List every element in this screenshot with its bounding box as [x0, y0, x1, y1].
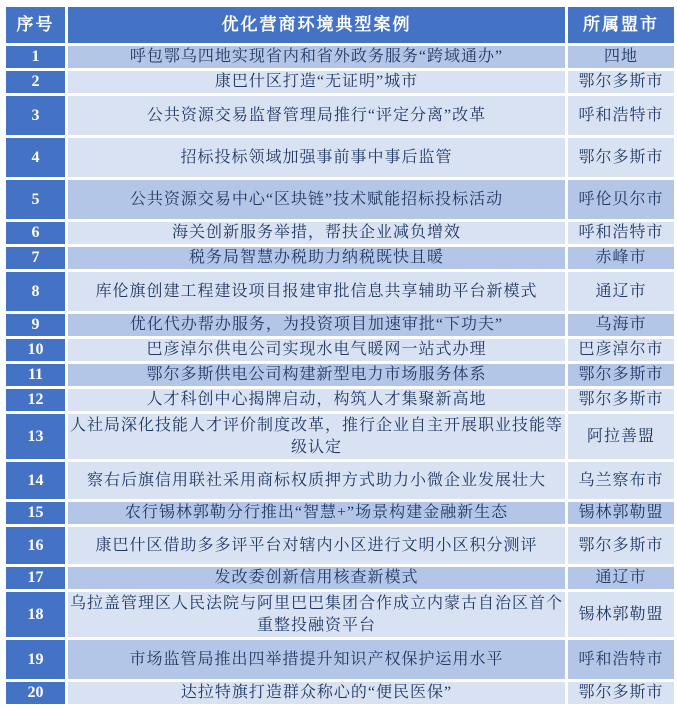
city-name: 鄂尔多斯市	[567, 681, 676, 706]
row-number: 13	[5, 413, 67, 461]
table-row	[5, 363, 676, 388]
city-name: 锡林郭勒盟	[567, 591, 676, 639]
city-name: 鄂尔多斯市	[567, 388, 676, 413]
row-number: 4	[5, 137, 67, 179]
table-row	[5, 179, 676, 221]
case-title: 库伦旗创建工程建设项目报建审批信息共享辅助平台新模式	[67, 271, 567, 313]
row-number: 9	[5, 313, 67, 338]
table-body	[5, 45, 676, 706]
case-title: 海关创新服务举措，帮扶企业减负增效	[67, 221, 567, 246]
table-row	[5, 501, 676, 526]
row-number: 1	[5, 45, 67, 70]
case-title: 优化代办帮办服务，为投资项目加速审批“下功夫”	[67, 313, 567, 338]
row-number: 10	[5, 338, 67, 363]
cases-table	[3, 4, 677, 707]
table-row	[5, 95, 676, 137]
col-header-case: 优化营商环境典型案例	[67, 6, 567, 45]
case-title: 发改委创新信用核查新模式	[67, 566, 567, 591]
table-row	[5, 338, 676, 363]
case-title: 巴彦淖尔供电公司实现水电气暖网一站式办理	[67, 338, 567, 363]
case-title: 察右后旗信用联社采用商标权质押方式助力小微企业发展壮大	[67, 461, 567, 501]
city-name: 鄂尔多斯市	[567, 363, 676, 388]
table-row	[5, 681, 676, 706]
case-title: 税务局智慧办税助力纳税既快且暖	[67, 246, 567, 271]
table-row	[5, 45, 676, 70]
row-number: 15	[5, 501, 67, 526]
row-number: 7	[5, 246, 67, 271]
city-name: 四地	[567, 45, 676, 70]
row-number: 11	[5, 363, 67, 388]
table-row	[5, 388, 676, 413]
case-title: 呼包鄂乌四地实现省内和省外政务服务“跨域通办”	[67, 45, 567, 70]
row-number: 17	[5, 566, 67, 591]
city-name: 锡林郭勒盟	[567, 501, 676, 526]
city-name: 呼和浩特市	[567, 221, 676, 246]
row-number: 18	[5, 591, 67, 639]
row-number: 14	[5, 461, 67, 501]
city-name: 阿拉善盟	[567, 413, 676, 461]
row-number: 2	[5, 70, 67, 95]
case-title: 乌拉盖管理区人民法院与阿里巴巴集团合作成立内蒙古自治区首个重整投融资平台	[67, 591, 567, 639]
case-title: 人才科创中心揭牌启动，构筑人才集聚新高地	[67, 388, 567, 413]
row-number: 16	[5, 526, 67, 566]
city-name: 通辽市	[567, 566, 676, 591]
city-name: 呼伦贝尔市	[567, 179, 676, 221]
row-number: 20	[5, 681, 67, 706]
table-row	[5, 591, 676, 639]
row-number: 3	[5, 95, 67, 137]
row-number: 8	[5, 271, 67, 313]
table-row	[5, 313, 676, 338]
city-name: 鄂尔多斯市	[567, 526, 676, 566]
table-row	[5, 526, 676, 566]
col-header-index: 序号	[5, 6, 67, 45]
case-title: 市场监管局推出四举措提升知识产权保护运用水平	[67, 639, 567, 681]
row-number: 19	[5, 639, 67, 681]
city-name: 乌兰察布市	[567, 461, 676, 501]
case-title: 康巴什区打造“无证明”城市	[67, 70, 567, 95]
table-row	[5, 246, 676, 271]
case-title: 公共资源交易中心“区块链”技术赋能招标投标活动	[67, 179, 567, 221]
case-title: 鄂尔多斯供电公司构建新型电力市场服务体系	[67, 363, 567, 388]
row-number: 5	[5, 179, 67, 221]
header-row	[5, 6, 676, 45]
city-name: 通辽市	[567, 271, 676, 313]
case-title: 公共资源交易监督管理局推行“评定分离”改革	[67, 95, 567, 137]
city-name: 鄂尔多斯市	[567, 137, 676, 179]
table-row	[5, 566, 676, 591]
table-row	[5, 413, 676, 461]
table-row	[5, 221, 676, 246]
city-name: 呼和浩特市	[567, 95, 676, 137]
city-name: 呼和浩特市	[567, 639, 676, 681]
city-name: 鄂尔多斯市	[567, 70, 676, 95]
case-title: 农行锡林郭勒分行推出“智慧+”场景构建金融新生态	[67, 501, 567, 526]
table-row	[5, 461, 676, 501]
city-name: 乌海市	[567, 313, 676, 338]
case-title: 人社局深化技能人才评价制度改革，推行企业自主开展职业技能等级认定	[67, 413, 567, 461]
table-row	[5, 70, 676, 95]
city-name: 赤峰市	[567, 246, 676, 271]
col-header-city: 所属盟市	[567, 6, 676, 45]
table-row	[5, 137, 676, 179]
table-row	[5, 639, 676, 681]
case-title: 招标投标领域加强事前事中事后监管	[67, 137, 567, 179]
case-title: 康巴什区借助多多评平台对辖内小区进行文明小区积分测评	[67, 526, 567, 566]
table-row	[5, 271, 676, 313]
city-name: 巴彦淖尔市	[567, 338, 676, 363]
row-number: 12	[5, 388, 67, 413]
row-number: 6	[5, 221, 67, 246]
case-title: 达拉特旗打造群众称心的“便民医保”	[67, 681, 567, 706]
